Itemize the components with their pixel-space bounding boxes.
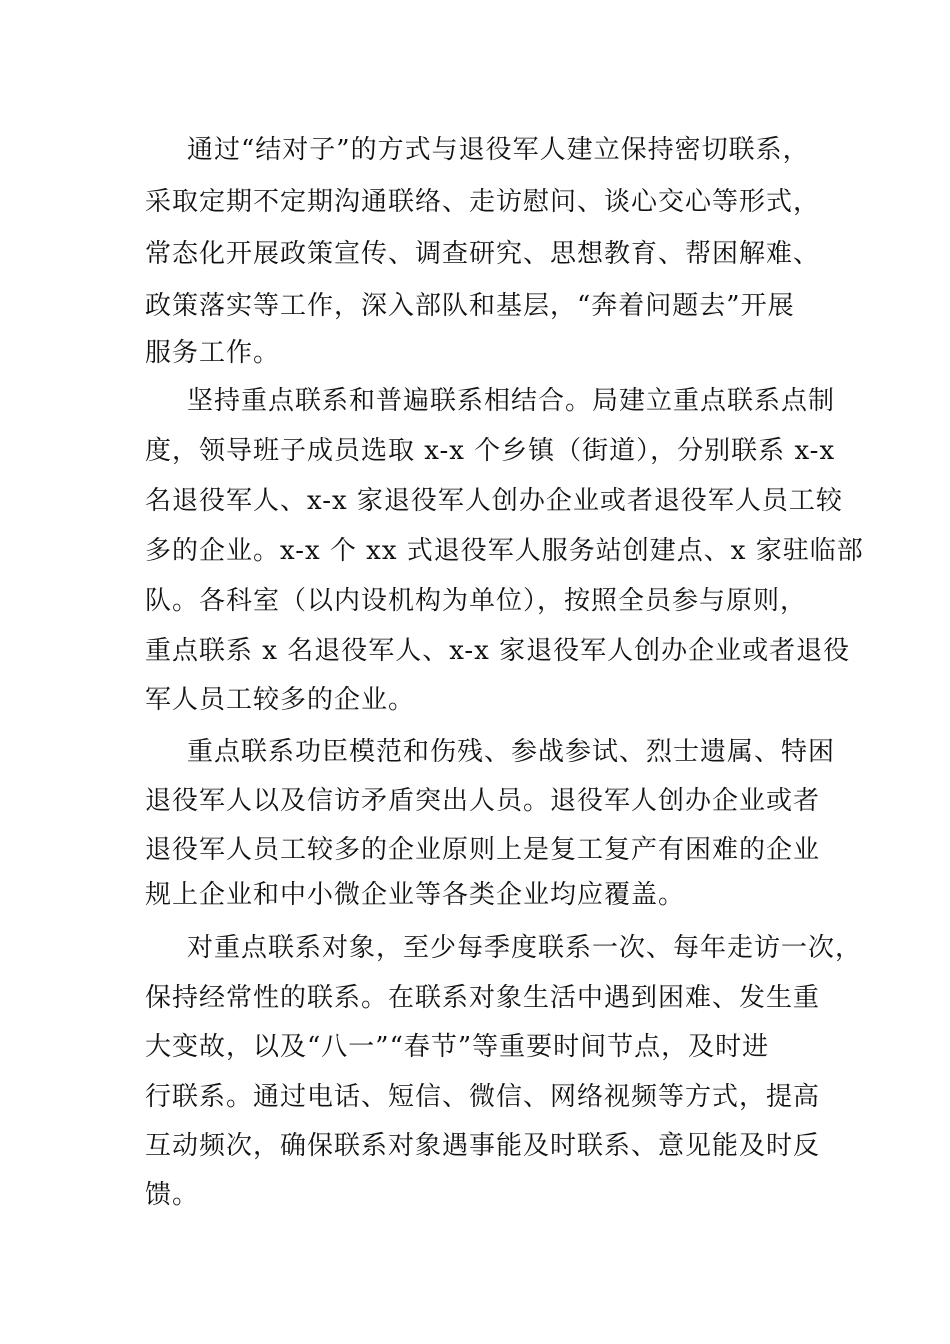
paragraph-2-line-5: 队。各科室（以内设机构为单位），按照全员参与原则， <box>145 586 808 616</box>
paragraph-4-line-1: 对重点联系对象，至少每季度联系一次、每年走访一次， <box>187 933 863 963</box>
paragraph-2-line-1: 坚持重点联系和普遍联系相结合。局建立重点联系点制 <box>187 386 836 416</box>
paragraph-1-line-2: 采取定期不定期沟通联络、走访慰问、谈心交心等形式， <box>145 187 821 217</box>
paragraph-1-line-5: 服务工作。 <box>145 338 281 368</box>
paragraph-2-line-2: 度，领导班子成员选取 x-x 个乡镇（街道），分别联系 x-x <box>145 436 836 466</box>
paragraph-4-line-5: 互动频次，确保联系对象遇事能及时联系、意见能及时反 <box>145 1131 821 1161</box>
paragraph-2-line-3: 名退役军人、x-x 家退役军人创办企业或者退役军人员工较 <box>145 486 843 516</box>
paragraph-4-line-4: 行联系。通过电话、短信、微信、网络视频等方式，提高 <box>145 1082 821 1112</box>
paragraph-2-line-6: 重点联系 x 名退役军人、x-x 家退役军人创办企业或者退役 <box>145 636 851 666</box>
paragraph-3-line-2: 退役军人以及信访矛盾突出人员。退役军人创办企业或者 <box>145 786 821 816</box>
paragraph-2-line-4: 多的企业。x-x 个 xx 式退役军人服务站创建点、x 家驻临部 <box>145 536 864 566</box>
paragraph-4-line-2: 保持经常性的联系。在联系对象生活中遇到困难、发生重 <box>145 983 821 1013</box>
paragraph-4-line-6: 馈。 <box>145 1180 200 1210</box>
paragraph-1-line-1: 通过“结对子”的方式与退役军人建立保持密切联系， <box>187 135 810 165</box>
paragraph-1-line-4: 政策落实等工作，深入部队和基层，“奔着问题去”开展 <box>145 291 795 321</box>
paragraph-3-line-4: 规上企业和中小微企业等各类企业均应覆盖。 <box>145 880 686 910</box>
paragraph-3-line-3: 退役军人员工较多的企业原则上是复工复产有困难的企业 <box>145 835 821 865</box>
paragraph-3-line-1: 重点联系功臣模范和伤残、参战参试、烈士遗属、特困 <box>187 737 836 767</box>
paragraph-2-line-7: 军人员工较多的企业。 <box>145 685 416 715</box>
paragraph-1-line-3: 常态化开展政策宣传、调查研究、思想教育、帮困解难、 <box>145 239 821 269</box>
paragraph-4-line-3: 大变故，以及“八一”“春节”等重要时间节点，及时进 <box>145 1032 770 1062</box>
